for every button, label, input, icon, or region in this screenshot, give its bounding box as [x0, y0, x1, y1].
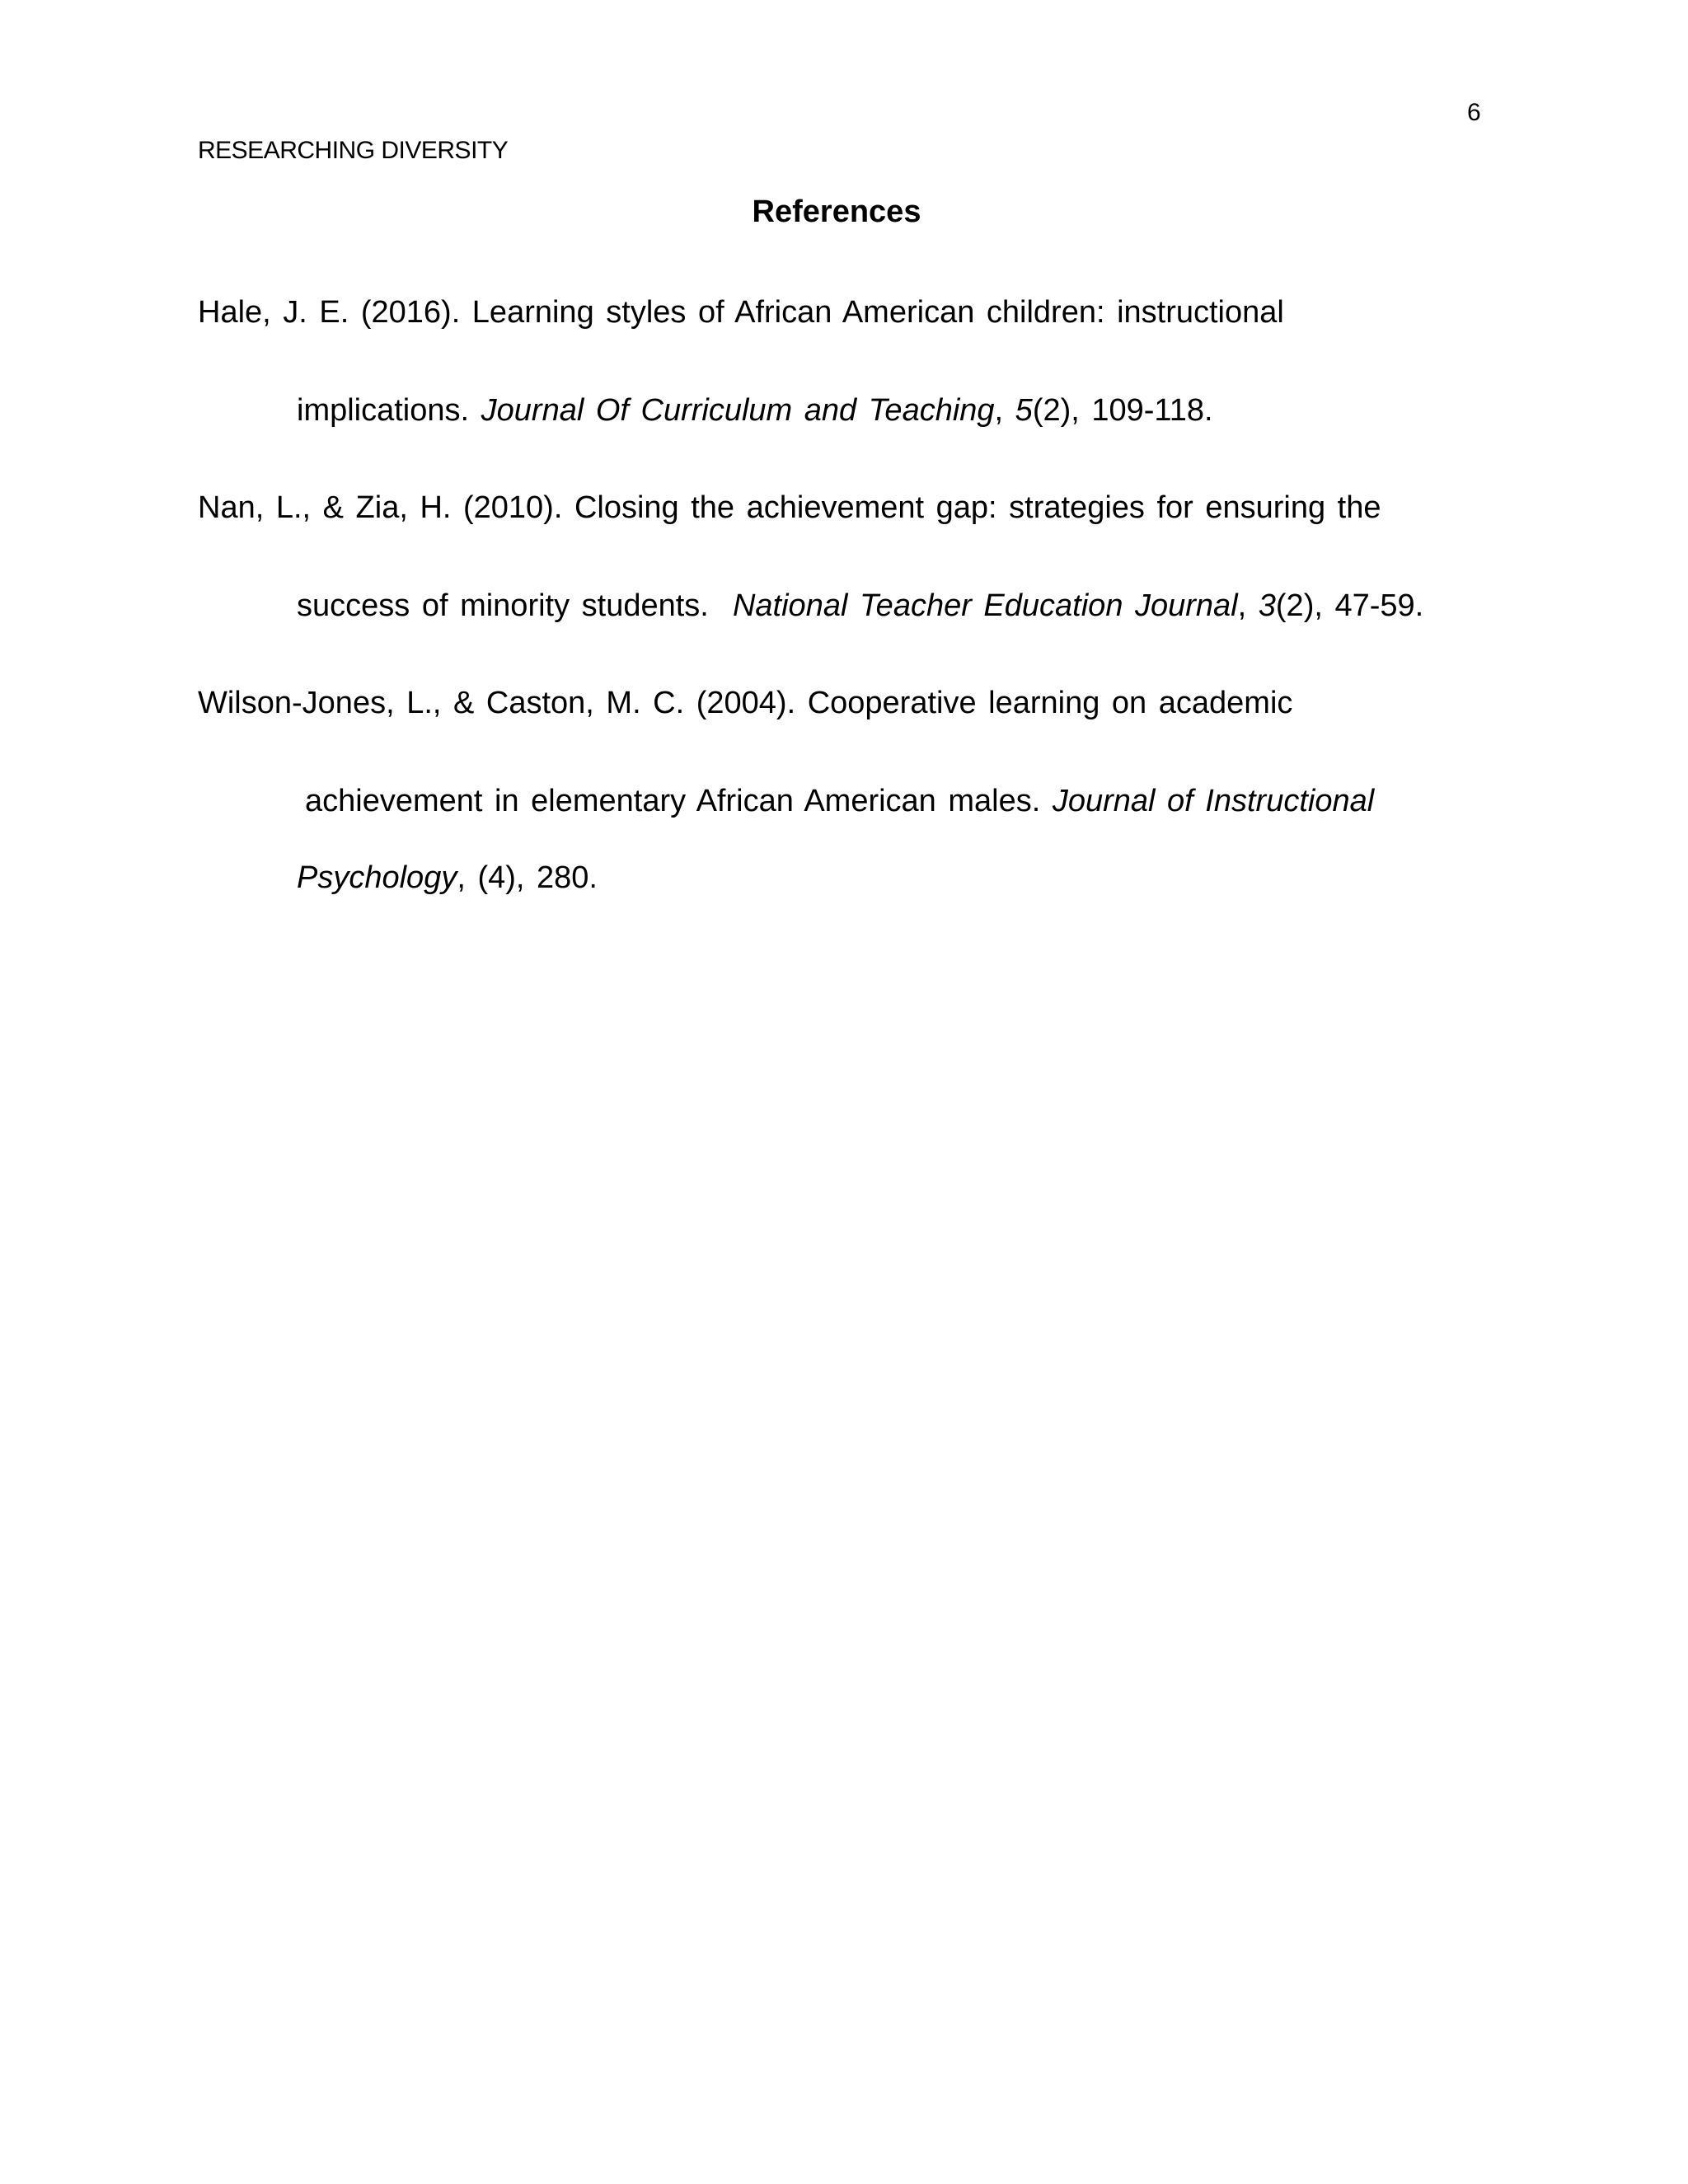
reference-2-text: success of minority students.	[297, 588, 733, 623]
reference-2-volume: 3	[1258, 588, 1276, 623]
reference-1-volume: 5	[1015, 393, 1033, 428]
reference-1-line-1: Hale, J. E. (2016). Learning styles of African American children: instructional	[198, 295, 1284, 330]
reference-2-line-2	[297, 588, 1423, 624]
reference-3-line-3	[297, 860, 598, 896]
reference-1-journal: Journal Of Curriculum and Teaching	[481, 393, 995, 428]
reference-2-journal: National Teacher Education Journal	[732, 588, 1238, 623]
reference-1-text: implications.	[297, 393, 481, 428]
reference-3-text: achievement in elementary African American males.	[305, 784, 1053, 818]
reference-3-line-1: Wilson-Jones, L., & Caston, M. C. (2004). Cooperative learning on academic	[198, 686, 1293, 720]
reference-2-line-1: Nan, L., & Zia, H. (2010). Closing the achievement gap: strategies for ensuring the	[198, 490, 1381, 525]
reference-3-issue-pages: , (4), 280.	[457, 860, 598, 895]
reference-2-separator: ,	[1237, 588, 1259, 623]
reference-2-issue-pages: (2), 47-59.	[1275, 588, 1424, 623]
reference-3-line-2	[305, 784, 1374, 819]
references-heading: References	[752, 194, 921, 229]
reference-3-journal-part-2: Psychology	[297, 860, 457, 895]
reference-1-line-2	[297, 393, 1213, 429]
reference-3-journal-part-1: Journal of Instructional	[1052, 784, 1375, 818]
page-number: 6	[1467, 99, 1481, 126]
reference-1-separator: ,	[994, 393, 1015, 428]
running-head: RESEARCHING DIVERSITY	[198, 137, 509, 164]
reference-1-issue-pages: (2), 109-118.	[1032, 393, 1213, 428]
